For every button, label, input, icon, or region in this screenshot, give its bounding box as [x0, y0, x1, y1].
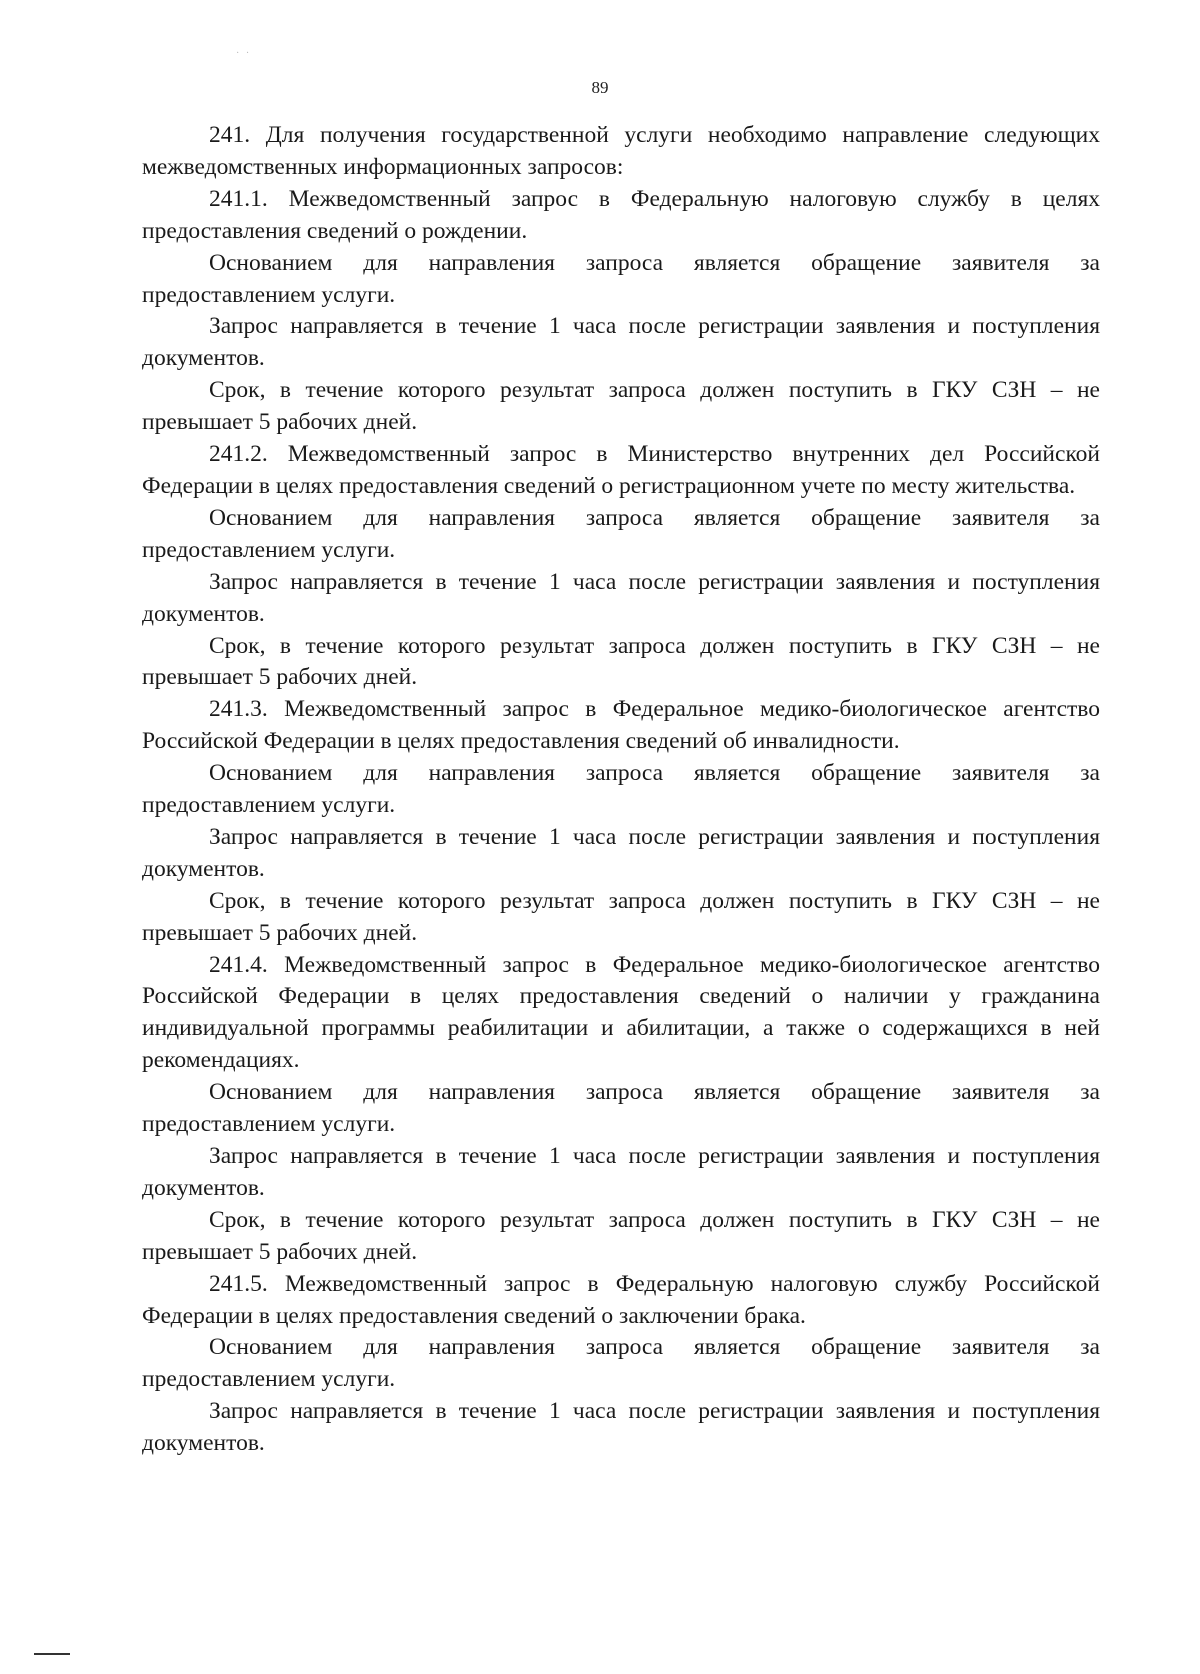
paragraph-241-5: 241.5. Межведомственный запрос в Федеральную налоговую службу Российской Федерации в целях предоставления сведений о заключении брака. [142, 1270, 1100, 1329]
paragraph-request-time: Запрос направляется в течение 1 часа после регистрации заявления и поступления документов. [142, 568, 1100, 627]
paragraph-deadline: Срок, в течение которого результат запроса должен поступить в ГКУ СЗН – не превышает 5 рабочих дней. [142, 887, 1100, 946]
paragraph-request-time: Запрос направляется в течение 1 часа после регистрации заявления и поступления документов. [142, 313, 1100, 372]
paragraph-deadline: Срок, в течение которого результат запроса должен поступить в ГКУ СЗН – не превышает 5 рабочих дней. [142, 377, 1100, 436]
paragraph-241: 241. Для получения государственной услуги необходимо направление следующих межведомственных информационных запросов: [142, 122, 1100, 180]
paragraph-deadline: Срок, в течение которого результат запроса должен поступить в ГКУ СЗН – не превышает 5 рабочих дней. [142, 632, 1100, 691]
document-body [142, 120, 1100, 1460]
paragraph-deadline: Срок, в течение которого результат запроса должен поступить в ГКУ СЗН – не превышает 5 рабочих дней. [142, 1206, 1100, 1265]
paragraph-basis: Основанием для направления запроса является обращение заявителя за предоставлением услуги. [142, 760, 1100, 819]
paragraph-241-3: 241.3. Межведомственный запрос в Федеральное медико-биологическое агентство Российской Федерации в целях предоставления сведений об инвалидности. [142, 696, 1100, 755]
page-number: 89 [591, 78, 609, 97]
paragraph-basis: Основанием для направления запроса является обращение заявителя за предоставлением услуги. [142, 249, 1100, 308]
paragraph-241-2: 241.2. Межведомственный запрос в Министерство внутренних дел Российской Федерации в целях предоставления сведений о регистрационном учете по месту жительства. [142, 441, 1100, 499]
paragraph-basis: Основанием для направления запроса является обращение заявителя за предоставлением услуги. [142, 1334, 1100, 1393]
paragraph-241-4: 241.4. Межведомственный запрос в Федеральное медико-биологическое агентство Российской Федерации в целях предоставления сведений о наличии у гражданина индивидуальной программы реабилитации и абилитации, а также о содержащихся в ней рекомендациях. [142, 951, 1100, 1074]
paragraph-request-time: Запрос направляется в течение 1 часа после регистрации заявления и поступления документов. [142, 823, 1100, 882]
scan-artifact-dots: · · [236, 48, 252, 59]
paragraph-241-1: 241.1. Межведомственный запрос в Федеральную налоговую службу в целях предоставления сведений о рождении. [142, 185, 1100, 244]
paragraph-request-time: Запрос направляется в течение 1 часа после регистрации заявления и поступления документов. [142, 1143, 1100, 1201]
paragraph-basis: Основанием для направления запроса является обращение заявителя за предоставлением услуги. [142, 504, 1100, 563]
scan-artifact-line [34, 1653, 70, 1655]
paragraph-basis: Основанием для направления запроса является обращение заявителя за предоставлением услуги. [142, 1079, 1100, 1138]
paragraph-request-time: Запрос направляется в течение 1 часа после регистрации заявления и поступления документов. [142, 1398, 1100, 1457]
